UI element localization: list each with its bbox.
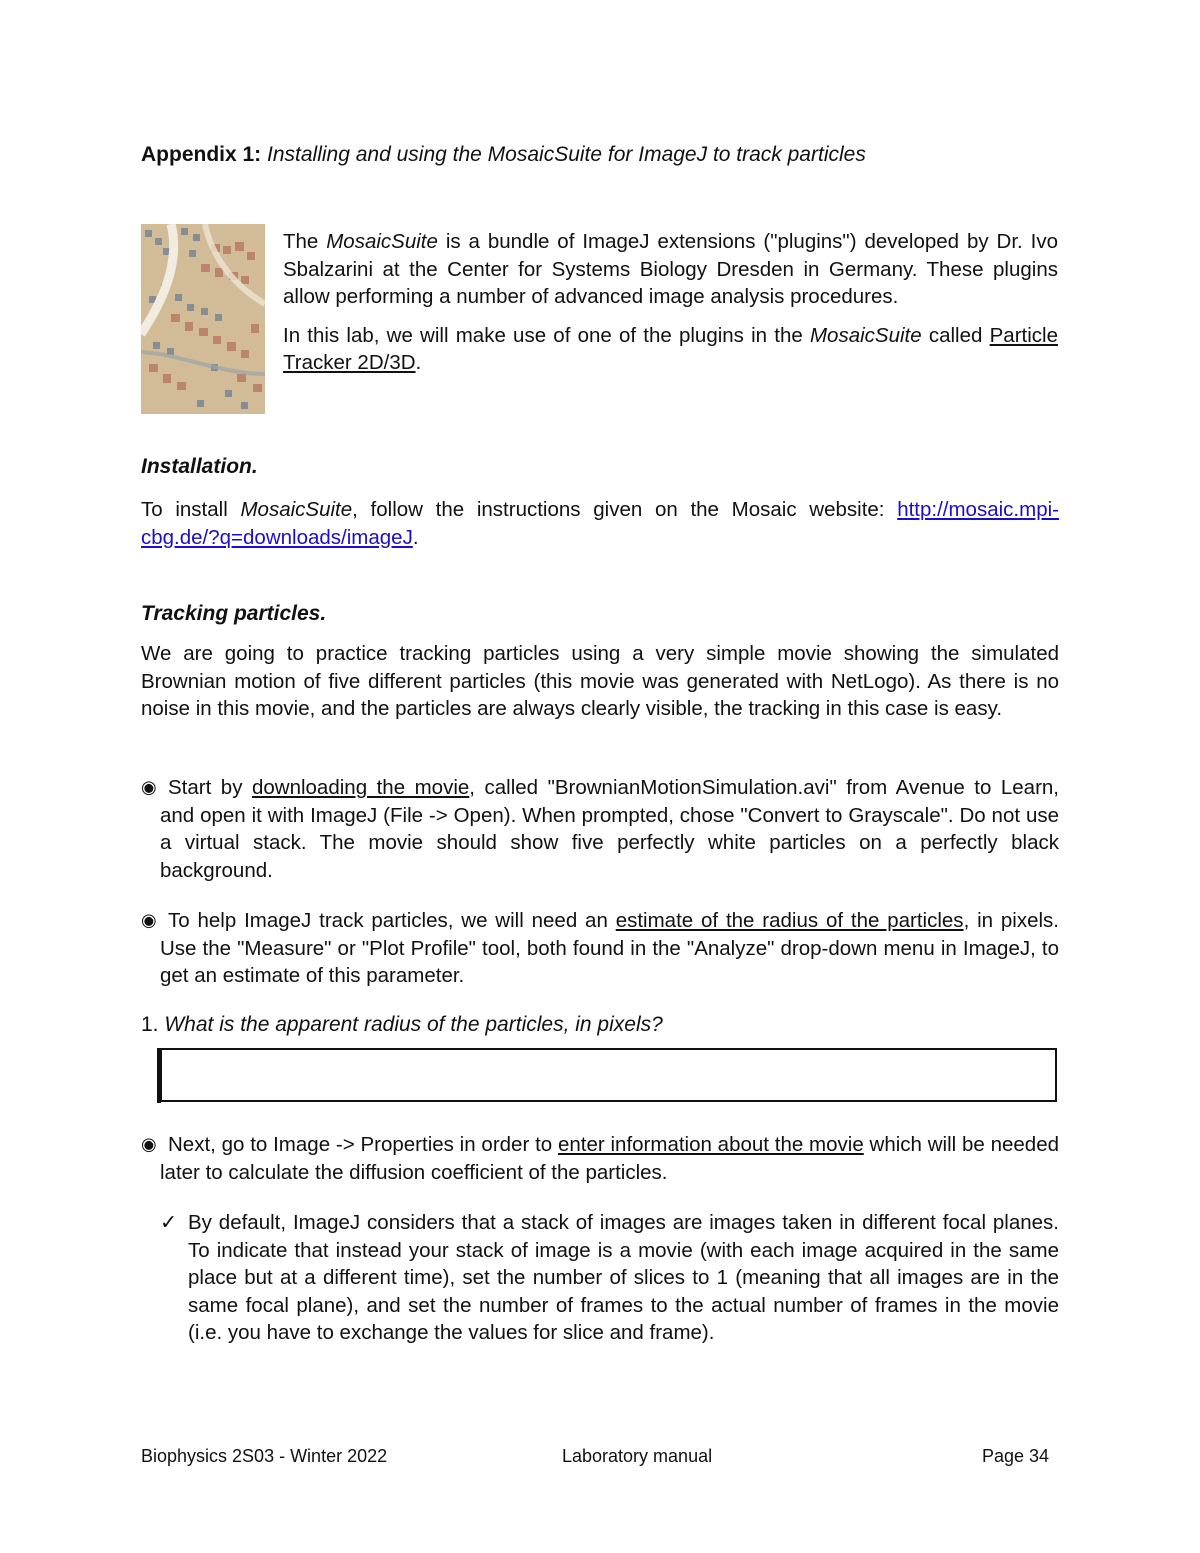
intro-paragraph-2: In this lab, we will make use of one of the plugins in the MosaicSuite called Particle Tracker 2D/3D. bbox=[283, 323, 1058, 374]
footer-page-number: Page 34 bbox=[982, 1446, 1050, 1466]
question-number: 1. bbox=[141, 1013, 159, 1036]
answer-field-tab bbox=[160, 1048, 210, 1050]
intro-text bbox=[283, 228, 1058, 377]
mosaic-download-link[interactable]: http://mosaic.mpi-cbg.de/?q=downloads/imageJ bbox=[141, 498, 1059, 549]
question-text: What is the apparent radius of the particles, in pixels? bbox=[164, 1013, 663, 1036]
bullet-circle-icon: ◉ bbox=[141, 910, 157, 930]
installation-text: To install MosaicSuite, follow the instructions given on the Mosaic website: http://mosaic.mpi-cbg.de/?q=downloads/imageJ. bbox=[141, 498, 1059, 549]
bullet-item: ◉ Next, go to Image -> Properties in order to enter information about the movie which will be needed later to calculate the diffusion coefficient of the particles. bbox=[141, 1133, 1059, 1184]
check-item bbox=[160, 1209, 1059, 1347]
appendix-title-text: Installing and using the MosaicSuite for ImageJ to track particles bbox=[267, 143, 866, 166]
bullet-circle-icon: ◉ bbox=[141, 1134, 157, 1154]
check-item-text: By default, ImageJ considers that a stack of images are images taken in different focal planes. To indicate that instead your stack of image is a movie (with each image acquired in the same place but at a different time), set the number of slices to 1 (meaning that all images are in the same focal plane), and set the number of frames to the actual number of frames in the movie (i.e. you have to exchange the values for slice and frame). bbox=[188, 1211, 1059, 1344]
installation-heading: Installation. bbox=[141, 455, 258, 478]
intro-paragraph-1: The MosaicSuite is a bundle of ImageJ extensions ("plugins") developed by Dr. Ivo Sbalzarini at the Center for Systems Biology Dresden in Germany. These plugins allow performing a number of advanced image analysis procedures. bbox=[283, 230, 1058, 308]
bullet-circle-icon: ◉ bbox=[141, 777, 157, 797]
appendix-title bbox=[141, 143, 866, 167]
checkmark-icon: ✓ bbox=[160, 1211, 178, 1234]
appendix-label: Appendix 1: bbox=[141, 143, 262, 166]
mosaic-image bbox=[141, 224, 265, 414]
footer-title: Laboratory manual bbox=[562, 1446, 713, 1466]
question-1 bbox=[141, 1013, 663, 1037]
tracking-intro: We are going to practice tracking particles using a very simple movie showing the simulated Brownian motion of five different particles (this movie was generated with NetLogo). As there is no noise in this movie, and the particles are always clearly visible, the tracking in this case is easy. bbox=[141, 642, 1059, 720]
bullet-item: ◉ Start by downloading the movie, called "BrownianMotionSimulation.avi" from Avenue to Learn, and open it with ImageJ (File -> Open). When prompted, chose "Convert to Grayscale". Do not use a virtual stack. The movie should show five perfectly white particles on a perfectly black background. bbox=[141, 776, 1060, 882]
footer-course: Biophysics 2S03 - Winter 2022 bbox=[141, 1446, 388, 1466]
answer-field-marker bbox=[157, 1048, 161, 1103]
bullet-item: ◉ To help ImageJ track particles, we will need an estimate of the radius of the particles, in pixels. Use the "Measure" or "Plot Profile" tool, both found in the "Analyze" drop-down menu in ImageJ, to get an estimate of this parameter. bbox=[141, 909, 1059, 987]
answer-field[interactable] bbox=[160, 1048, 1057, 1102]
tracking-heading: Tracking particles. bbox=[141, 602, 327, 625]
